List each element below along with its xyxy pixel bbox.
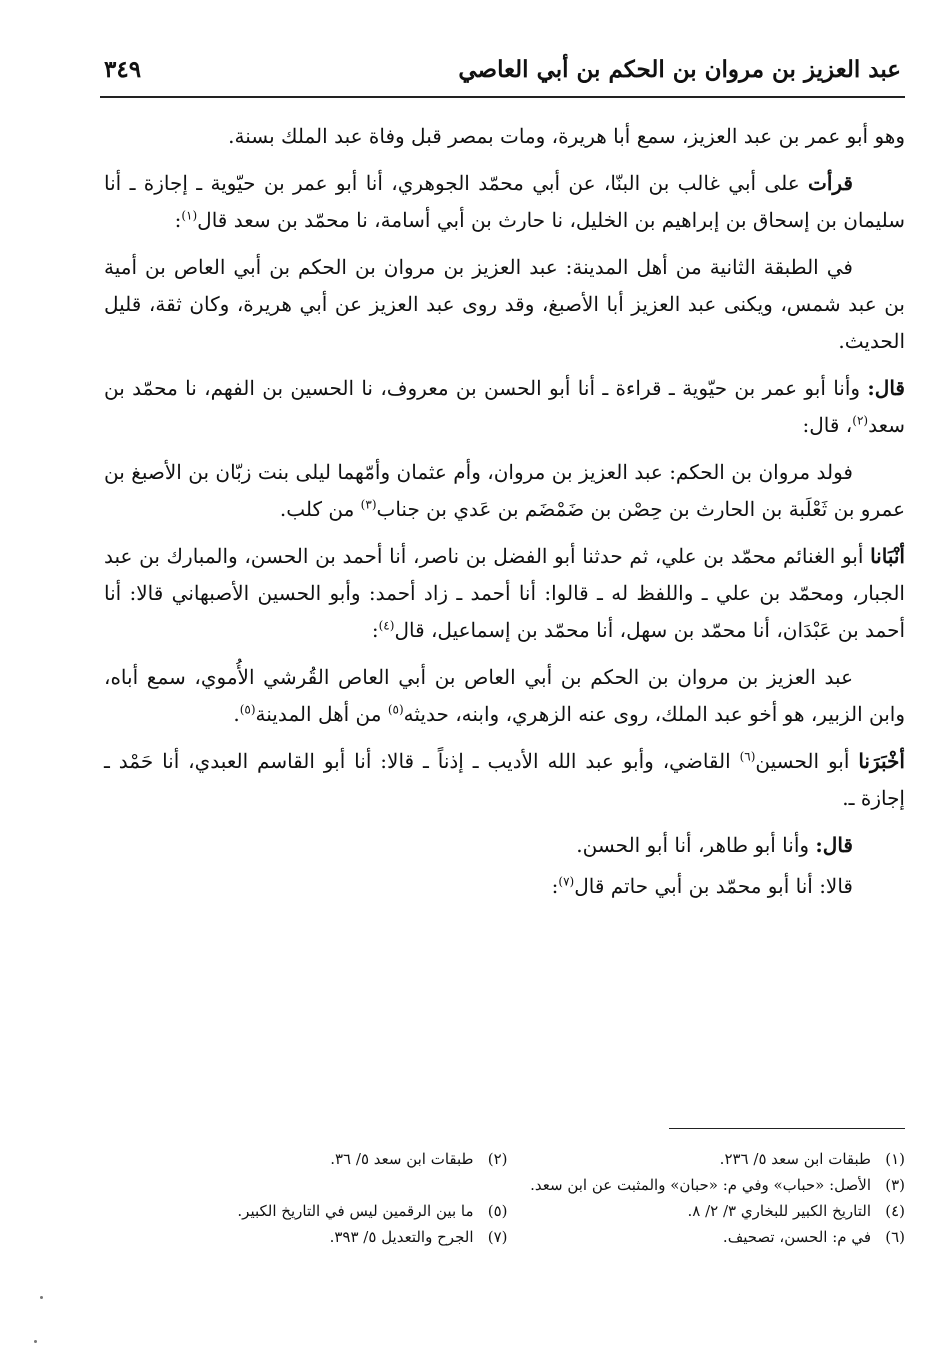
main-text <box>104 118 905 915</box>
paragraph-text: فولد مروان بن الحكم: عبد العزيز بن مروان، وأم عثمان وأمّهما ليلى بنت زبّان بن الأصبغ بن عمرو بن ثَعْلَبة بن الحارث بن حِصْن بن ضَمْضَم بن عَدي بن جناب <box>104 460 905 521</box>
footnote-number: (٥) <box>487 1202 508 1220</box>
footnote-1 <box>508 1146 906 1172</box>
footnote-row <box>110 1224 905 1250</box>
scan-speck <box>40 1296 43 1299</box>
footnote-7 <box>110 1224 508 1250</box>
paragraph-tail-2: . <box>233 702 240 726</box>
paragraph-5 <box>104 454 905 528</box>
footnote-ref-4[interactable]: (٤) <box>378 618 395 633</box>
running-head-title: عبد العزيز بن مروان بن الحكم بن أبي العاصي <box>458 56 901 83</box>
paragraph-lead: قال: <box>815 833 853 857</box>
footnote-number: (١) <box>885 1150 905 1168</box>
footnote-ref-2[interactable]: (٢) <box>852 413 869 428</box>
paragraph-lead: قال: <box>867 376 905 400</box>
page-number: ٣٤٩ <box>104 56 142 83</box>
paragraph-text: وأنا أبو عمر بن حيّوية ـ قراءة ـ أنا أبو الحسن بن معروف، نا الحسين بن الفهم، نا محمّد بن سعد <box>104 376 905 437</box>
paragraph-text: عبد العزيز بن مروان بن الحكم بن أبي العاص بن أبي العاص القُرشي الأُموي، سمع أباه، وابن الزبير، هو أخو عبد الملك، روى عنه الزهري، وابنه، حديثه <box>104 665 905 726</box>
paragraph-tail: ، قال: <box>802 413 853 437</box>
footnote-number: (٢) <box>487 1150 508 1168</box>
footnote-5 <box>110 1198 508 1224</box>
footnote-ref-1[interactable]: (١) <box>181 208 198 223</box>
footnote-text: طبقات ابن سعد ٥/ ٣٦. <box>330 1150 474 1168</box>
footnote-3 <box>110 1172 905 1198</box>
paragraph-tail: من أهل المدينة <box>255 702 388 726</box>
footnote-text: الجرح والتعديل ٥/ ٣٩٣. <box>329 1228 474 1246</box>
footnote-row <box>110 1198 905 1224</box>
footnote-text: الأصل: «حباب» وفي م: «حبان» والمثبت عن ابن سعد. <box>530 1176 871 1194</box>
footnote-6 <box>508 1224 906 1250</box>
paragraph-text: أبو الحسين <box>755 749 859 773</box>
footnote-ref-3[interactable]: (٣) <box>360 497 377 512</box>
paragraph-7 <box>104 659 905 733</box>
footnote-number: (٣) <box>885 1176 905 1194</box>
footnote-number: (٤) <box>885 1202 905 1220</box>
paragraph-2 <box>104 165 905 239</box>
paragraph-text: قالا: أنا أبو محمّد بن أبي حاتم قال <box>574 874 853 898</box>
footnote-number: (٦) <box>885 1228 905 1246</box>
footnote-number: (٧) <box>487 1228 508 1246</box>
footnote-text: طبقات ابن سعد ٥/ ٢٣٦. <box>719 1150 871 1168</box>
paragraph-text: أبو الغنائم محمّد بن علي، ثم حدثنا أبو الفضل بن ناصر، أنا أحمد بن الحسن، والمبارك بن عبد الجبار، ومحمّد بن علي ـ واللفظ له ـ قالوا: أنا أحمد ـ زاد أحمد: وأبو الحسين الأصبهاني قالا: أنا أحمد بن عَبْدَان، أنا محمّد بن سهل، أنا محمّد بن إسماعيل، قال <box>104 544 905 642</box>
footnote-row <box>110 1146 905 1172</box>
paragraph-text: على أبي غالب بن البنّا، عن أبي محمّد الجوهري، أنا أبو عمر بن حيّوية ـ إجازة ـ أنا سليمان بن إسحاق بن إبراهيم بن الخليل، نا حارث بن أبي أسامة، نا محمّد بن سعد قال <box>104 171 905 232</box>
paragraph-tail: : <box>371 618 379 642</box>
footnote-row <box>110 1172 905 1198</box>
paragraph-10 <box>104 868 905 905</box>
paragraph-text: وهو أبو عمر بن عبد العزيز، سمع أبا هريرة، ومات بمصر قبل وفاة عبد الملك بسنة. <box>228 124 905 148</box>
paragraph-6 <box>104 538 905 649</box>
footnote-ref-5-start[interactable]: (٥) <box>387 702 404 717</box>
paragraph-4 <box>104 370 905 444</box>
scan-speck <box>34 1340 37 1343</box>
paragraph-tail: : <box>551 874 559 898</box>
paragraph-1 <box>104 118 905 155</box>
paragraph-lead: قرأت <box>808 171 853 195</box>
footnote-2 <box>110 1146 508 1172</box>
footnote-ref-7[interactable]: (٧) <box>558 874 575 889</box>
footnote-ref-6[interactable]: (٦) <box>739 749 756 764</box>
paragraph-tail: من كلب. <box>279 497 361 521</box>
paragraph-lead: أخْبَرَنا <box>858 749 905 773</box>
paragraph-text: في الطبقة الثانية من أهل المدينة: عبد العزيز بن مروان بن الحكم بن أبي العاص بن أمية بن عبد شمس، ويكنى عبد العزيز أبا الأصبغ، وقد روى عبد العزيز عن أبي هريرة، وكان ثقة، قليل الحديث. <box>104 255 905 353</box>
footnote-ref-5-end[interactable]: (٥) <box>239 702 256 717</box>
paragraph-tail: : <box>174 208 182 232</box>
paragraph-lead: أنْبَانا <box>870 544 905 568</box>
paragraph-tail: القاضي، وأبو عبد الله الأديب ـ إذناً ـ قالا: أنا أبو القاسم العبدي، أنا حَمْد ـ إجازة ـ. <box>104 749 905 810</box>
paragraph-9 <box>104 827 905 864</box>
running-head <box>100 50 905 98</box>
paragraph-3 <box>104 249 905 360</box>
footnote-text: في م: الحسن، تصحيف. <box>722 1228 871 1246</box>
footnote-text: ما بين الرقمين ليس في التاريخ الكبير. <box>237 1202 474 1220</box>
footnote-text: التاريخ الكبير للبخاري ٣/ ٢/ ٨. <box>687 1202 871 1220</box>
paragraph-text: وأنا أبو طاهر، أنا أبو الحسن. <box>576 833 816 857</box>
footnote-4 <box>508 1198 906 1224</box>
paragraph-8 <box>104 743 905 817</box>
footnotes <box>110 1146 905 1250</box>
footnote-separator <box>669 1128 905 1129</box>
